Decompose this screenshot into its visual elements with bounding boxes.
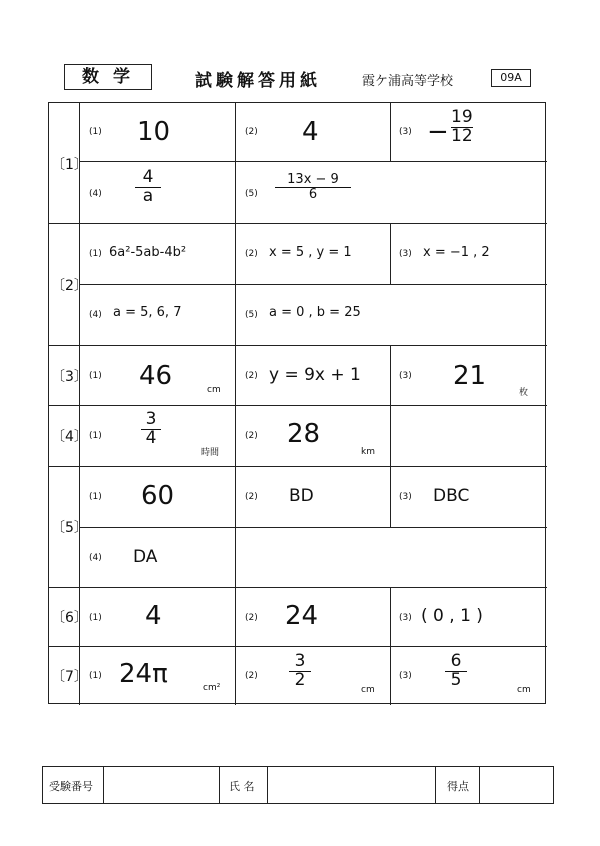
answer-number: (2) xyxy=(245,371,258,381)
answer-fraction xyxy=(445,653,467,690)
cell-divider xyxy=(235,646,236,705)
answer-number: (3) xyxy=(399,613,412,623)
answer-unit: cm xyxy=(517,685,531,695)
answer-number: (1) xyxy=(89,249,102,259)
answer-fraction xyxy=(289,653,311,690)
score-field[interactable] xyxy=(481,767,551,803)
cell-divider xyxy=(390,466,391,527)
answer-unit: cm² xyxy=(203,683,221,693)
answer-value: 28 xyxy=(287,419,321,449)
cell-divider xyxy=(390,103,391,161)
footer-fields xyxy=(42,766,554,804)
answer-number: (1) xyxy=(89,431,102,441)
answer-value: BD xyxy=(289,486,314,506)
denominator: 2 xyxy=(294,669,306,690)
cell-divider xyxy=(235,587,236,646)
denominator: 4 xyxy=(145,427,157,448)
row-divider xyxy=(80,161,547,162)
cell-divider xyxy=(235,223,236,345)
score-label: 得点 xyxy=(447,780,469,793)
question-label-2: 〔2〕 xyxy=(51,278,88,294)
answer-value: x = −1 , 2 xyxy=(423,245,490,260)
subject-box: 数 学 xyxy=(64,64,152,90)
school-name: 霞ケ浦高等学校 xyxy=(362,74,454,89)
cell-divider xyxy=(235,466,236,587)
field-divider xyxy=(479,767,480,803)
numerator: 6 xyxy=(450,651,462,671)
answer-value: 24 xyxy=(285,601,319,631)
answer-number: (4) xyxy=(89,310,102,320)
answer-number: (1) xyxy=(89,613,102,623)
question-label-3: 〔3〕 xyxy=(51,369,88,385)
denominator: 6 xyxy=(308,186,318,202)
exam-number-field[interactable] xyxy=(105,767,217,803)
answer-value: 10 xyxy=(137,117,171,147)
answer-number: (2) xyxy=(245,492,258,502)
cell-divider xyxy=(235,345,236,405)
row-divider xyxy=(80,284,547,285)
denominator: 5 xyxy=(450,669,462,690)
answer-value: 21 xyxy=(453,361,487,391)
numerator: 3 xyxy=(145,409,157,429)
numerator: 4 xyxy=(142,167,154,187)
cell-divider xyxy=(390,646,391,705)
answer-unit: km xyxy=(361,447,375,457)
answer-number: (2) xyxy=(245,249,258,259)
answer-grid xyxy=(48,102,546,704)
answer-fraction xyxy=(451,109,473,146)
answer-number: (4) xyxy=(89,553,102,563)
row-divider xyxy=(80,527,547,528)
question-label-7: 〔7〕 xyxy=(51,669,88,685)
question-label-5: 〔5〕 xyxy=(51,520,88,536)
answer-value: DBC xyxy=(433,486,470,506)
name-label: 氏 名 xyxy=(229,780,255,793)
answer-unit: cm xyxy=(361,685,375,695)
field-divider xyxy=(219,767,220,803)
numerator: 3 xyxy=(294,651,306,671)
field-divider xyxy=(435,767,436,803)
answer-fraction xyxy=(275,173,351,201)
answer-unit: cm xyxy=(207,385,221,395)
page-title: 試験解答用紙 xyxy=(195,71,321,91)
question-label-1: 〔1〕 xyxy=(51,157,88,173)
answer-sign: − xyxy=(427,117,449,147)
cell-divider xyxy=(235,405,236,466)
answer-number: (1) xyxy=(89,371,102,381)
name-field[interactable] xyxy=(269,767,433,803)
answer-number: (2) xyxy=(245,671,258,681)
answer-number: (3) xyxy=(399,127,412,137)
row-divider xyxy=(49,345,547,346)
row-divider xyxy=(49,587,547,588)
exam-code: 09A xyxy=(491,69,531,87)
field-divider xyxy=(103,767,104,803)
cell-divider xyxy=(390,587,391,646)
answer-value: a = 5, 6, 7 xyxy=(113,305,182,320)
cell-divider xyxy=(390,405,391,466)
answer-value: 6a²-5ab-4b² xyxy=(109,245,187,260)
row-divider xyxy=(49,223,547,224)
answer-unit: 時間 xyxy=(201,448,220,458)
answer-value: y = 9x + 1 xyxy=(269,365,361,385)
answer-number: (3) xyxy=(399,492,412,502)
field-divider xyxy=(267,767,268,803)
answer-value: ( 0 , 1 ) xyxy=(421,606,483,626)
cell-divider xyxy=(390,223,391,284)
answer-value: 46 xyxy=(139,361,173,391)
answer-value: 24π xyxy=(119,659,168,689)
numerator: 19 xyxy=(451,107,473,127)
answer-number: (2) xyxy=(245,431,258,441)
answer-value: 4 xyxy=(302,117,319,147)
answer-number: (4) xyxy=(89,189,102,199)
answer-unit: 枚 xyxy=(519,388,529,398)
answer-fraction xyxy=(135,169,161,206)
answer-number: (1) xyxy=(89,671,102,681)
numerator: 13x − 9 xyxy=(287,172,339,187)
denominator: a xyxy=(142,185,154,206)
answer-number: (5) xyxy=(245,310,258,320)
answer-number: (2) xyxy=(245,613,258,623)
answer-number: (3) xyxy=(399,249,412,259)
cell-divider xyxy=(390,345,391,405)
answer-number: (1) xyxy=(89,127,102,137)
answer-value: 60 xyxy=(141,481,175,511)
answer-number: (5) xyxy=(245,189,258,199)
question-label-4: 〔4〕 xyxy=(51,429,88,445)
answer-number: (2) xyxy=(245,127,258,137)
answer-fraction xyxy=(141,411,161,448)
answer-number: (3) xyxy=(399,371,412,381)
answer-value: a = 0 , b = 25 xyxy=(269,305,361,320)
answer-number: (3) xyxy=(399,671,412,681)
answer-number: (1) xyxy=(89,492,102,502)
answer-value: x = 5 , y = 1 xyxy=(269,245,352,260)
question-label-6: 〔6〕 xyxy=(51,610,88,626)
cell-divider xyxy=(235,103,236,223)
answer-value: DA xyxy=(133,547,158,567)
answer-value: 4 xyxy=(145,601,162,631)
row-divider xyxy=(49,646,547,647)
exam-number-label: 受験番号 xyxy=(49,780,93,793)
denominator: 12 xyxy=(451,125,473,146)
row-divider xyxy=(49,405,547,406)
row-divider xyxy=(49,466,547,467)
